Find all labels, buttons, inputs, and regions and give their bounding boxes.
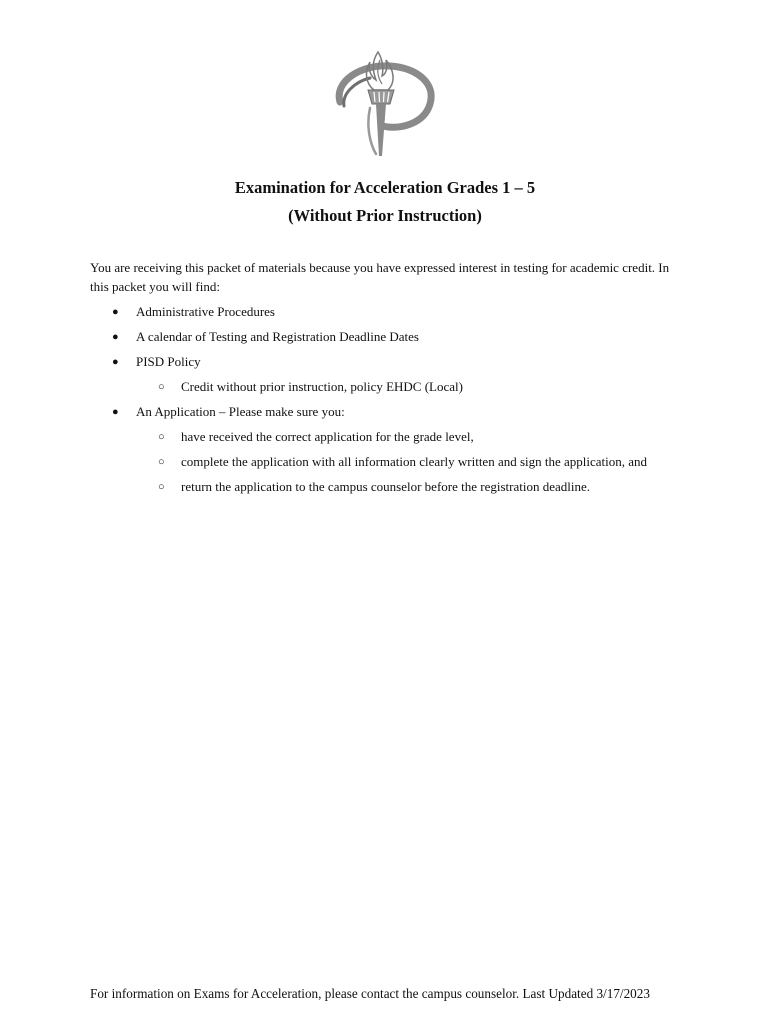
sub-list-item xyxy=(90,427,710,452)
bullet-icon: ● xyxy=(112,406,119,418)
list-item-text: return the application to the campus counselor before the registration deadline. xyxy=(181,479,590,494)
document-title xyxy=(0,174,770,230)
hollow-bullet-icon: ○ xyxy=(158,481,165,493)
page-footer: For information on Exams for Acceleration, please contact the campus counselor. Last Updated 3/17/2023 xyxy=(90,986,650,1001)
list-item-text: have received the correct application for the grade level, xyxy=(181,429,474,444)
title-line-1: Examination for Acceleration Grades 1 – 5 xyxy=(234,178,536,197)
list-item-text: An Application – Please make sure you: xyxy=(136,404,345,419)
list-item-text: complete the application with all information clearly written and sign the application, and xyxy=(181,454,648,469)
hollow-bullet-icon: ○ xyxy=(158,456,165,468)
title-line-2: (Without Prior Instruction) xyxy=(288,206,482,225)
list-item xyxy=(90,402,710,427)
sub-list-item xyxy=(90,452,710,477)
sub-list-item xyxy=(90,477,710,502)
sub-list-item xyxy=(90,377,710,402)
list-item xyxy=(90,352,710,377)
torch-p-logo-icon xyxy=(330,46,438,160)
list-item-text: A calendar of Testing and Registration Deadline Dates xyxy=(136,329,419,344)
list-item-text: Administrative Procedures xyxy=(136,304,275,319)
list-item-text: Credit without prior instruction, policy EHDC (Local) xyxy=(181,379,463,394)
bullet-icon: ● xyxy=(112,331,119,343)
list-item-text: PISD Policy xyxy=(136,354,201,369)
bullet-icon: ● xyxy=(112,306,119,318)
intro-paragraph: You are receiving this packet of materials because you have expressed interest in testing for academic credit. In this packet you will find: xyxy=(90,260,670,294)
bullet-icon: ● xyxy=(112,356,119,368)
hollow-bullet-icon: ○ xyxy=(158,431,165,443)
hollow-bullet-icon: ○ xyxy=(158,381,165,393)
packet-contents-list xyxy=(90,302,710,502)
list-item xyxy=(90,327,710,352)
list-item xyxy=(90,302,710,327)
